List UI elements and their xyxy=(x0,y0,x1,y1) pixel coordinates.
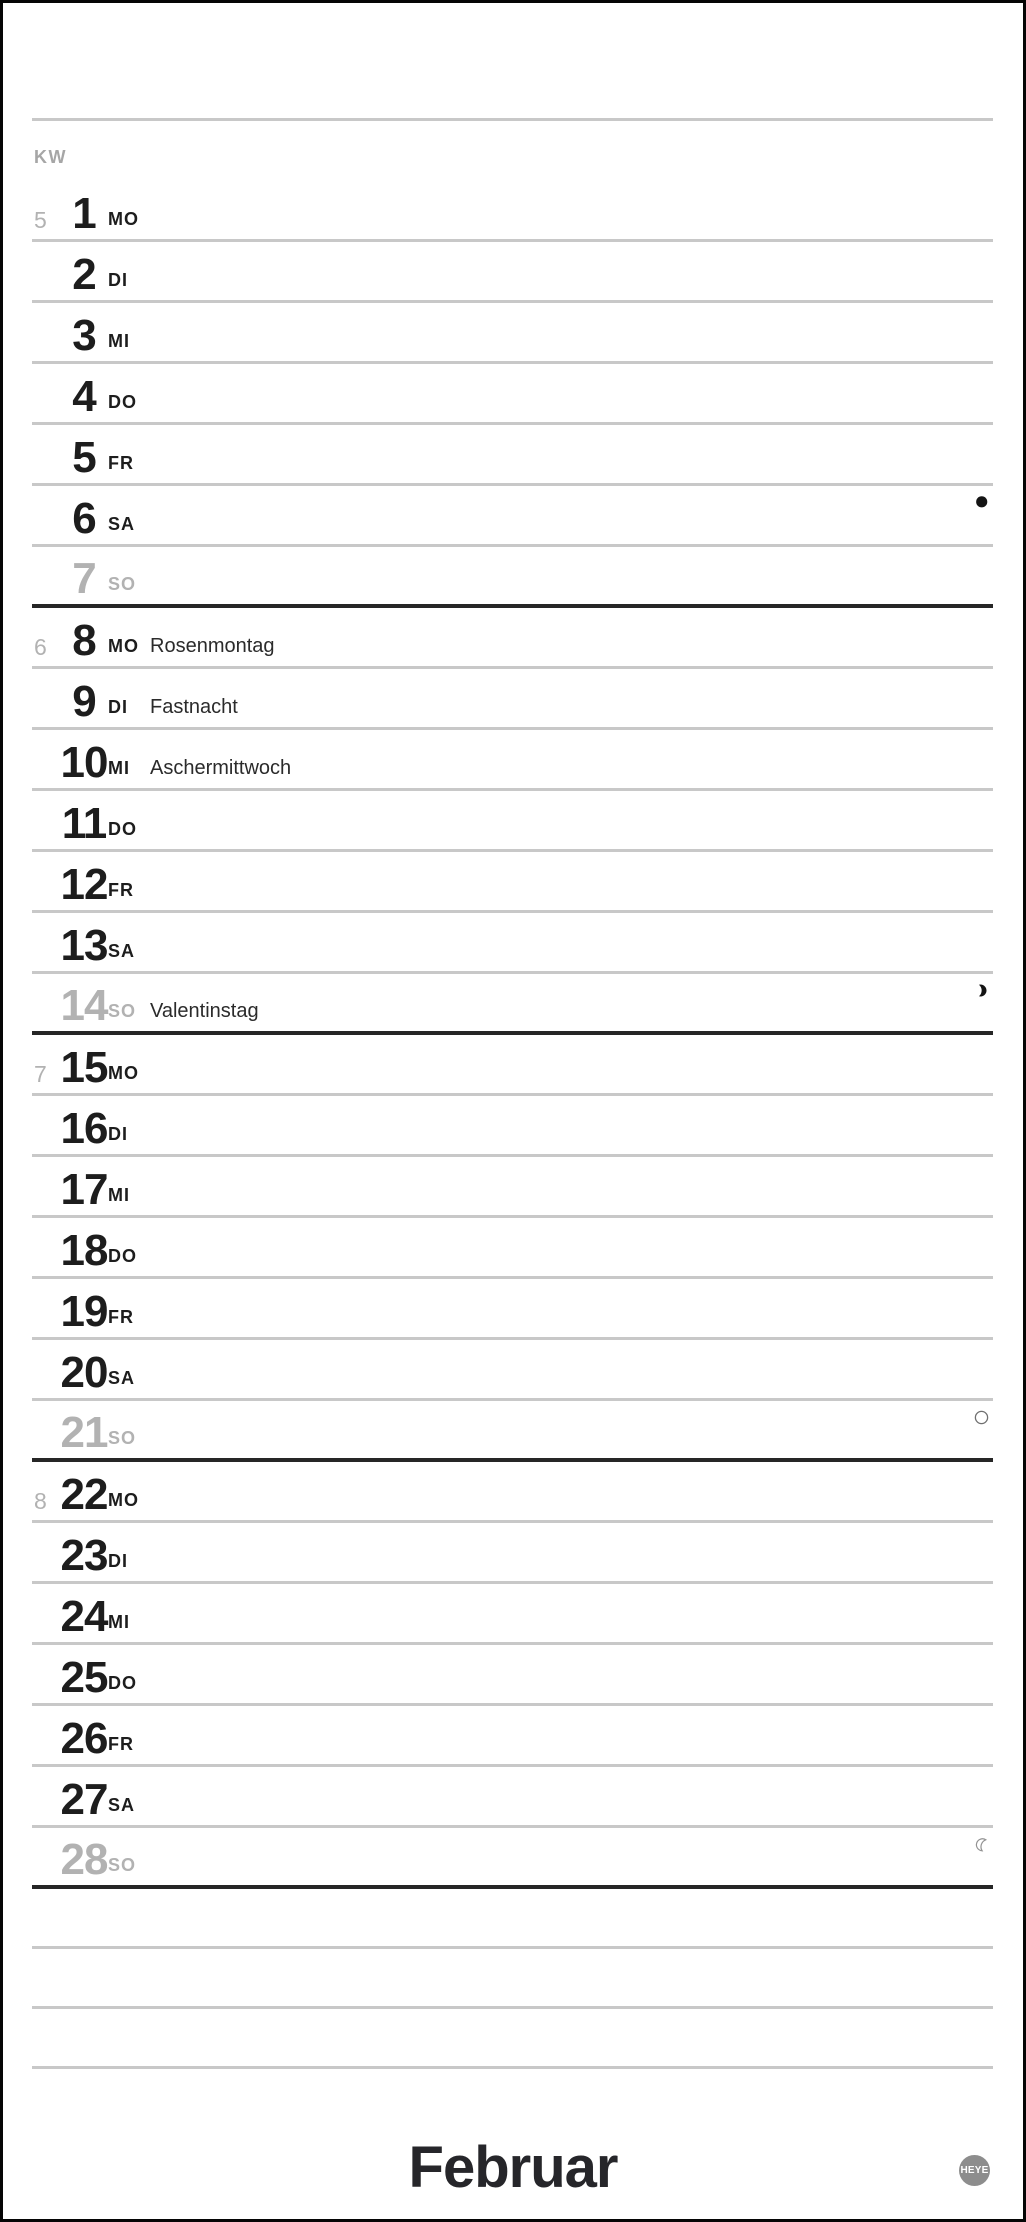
day-number: 7 xyxy=(72,554,96,603)
calendar-day-row xyxy=(32,1340,993,1401)
day-number: 1 xyxy=(72,189,96,238)
day-number: 4 xyxy=(72,372,96,421)
calendar-day-row xyxy=(32,1279,993,1340)
day-number: 18 xyxy=(60,1226,108,1275)
weekday-label: FR xyxy=(108,453,134,473)
calendar-day-row xyxy=(32,608,993,669)
day-number: 19 xyxy=(60,1287,108,1336)
day-number: 16 xyxy=(60,1104,108,1153)
calendar-day-row xyxy=(32,852,993,913)
day-number: 17 xyxy=(60,1165,108,1214)
holiday-label: Rosenmontag xyxy=(150,635,275,657)
calendar-day-row xyxy=(32,1035,993,1096)
month-title: Februar xyxy=(408,2135,618,2200)
weekday-label: MI xyxy=(108,1612,130,1632)
weekday-label: FR xyxy=(108,1734,134,1754)
calendar-day-row xyxy=(32,669,993,730)
weekday-label: DI xyxy=(108,1551,128,1571)
calendar-day-row xyxy=(32,1096,993,1157)
calendar-day-row xyxy=(32,1706,993,1767)
last-quarter-moon-icon xyxy=(974,1837,989,1852)
day-number: 11 xyxy=(61,799,107,848)
calendar-day-row xyxy=(32,364,993,425)
day-number: 20 xyxy=(60,1348,108,1397)
day-number: 21 xyxy=(60,1408,108,1457)
day-number: 6 xyxy=(72,494,96,543)
week-number: 6 xyxy=(34,634,47,660)
weekday-label: MO xyxy=(108,636,139,656)
calendar-day-row xyxy=(32,1828,993,1889)
calendar-day-row xyxy=(32,1401,993,1462)
first-quarter-moon-icon xyxy=(974,983,989,998)
day-number: 27 xyxy=(60,1775,108,1824)
empty-notes-row xyxy=(32,2009,993,2069)
weekday-label: FR xyxy=(108,1307,134,1327)
weekday-label: DO xyxy=(108,819,137,839)
week-number: 8 xyxy=(34,1488,47,1514)
weekday-label: SO xyxy=(108,574,137,594)
calendar-day-row xyxy=(32,181,993,242)
weekday-label: SO xyxy=(108,1855,137,1875)
calendar-day-row xyxy=(32,730,993,791)
weekday-label: DI xyxy=(108,270,128,290)
weekday-label: DO xyxy=(108,1673,137,1693)
day-number: 24 xyxy=(60,1592,108,1641)
day-number: 22 xyxy=(60,1470,108,1519)
holiday-label: Fastnacht xyxy=(150,696,238,718)
holiday-label: Valentinstag xyxy=(150,1000,259,1022)
calendar-day-row xyxy=(32,1218,993,1279)
calendar-day-row xyxy=(32,1645,993,1706)
weekday-label: SA xyxy=(108,1795,136,1815)
day-number: 15 xyxy=(60,1043,108,1092)
day-number: 26 xyxy=(60,1714,108,1763)
empty-notes-row xyxy=(32,1949,993,2009)
calendar-day-row xyxy=(32,791,993,852)
calendar-day-row xyxy=(32,1523,993,1584)
calendar-day-row xyxy=(32,486,993,547)
top-divider xyxy=(32,118,993,121)
full-moon-icon xyxy=(974,1410,989,1425)
calendar-day-row xyxy=(32,974,993,1035)
kw-column-header: KW xyxy=(34,147,67,167)
weekday-label: SA xyxy=(108,514,136,534)
weekday-label: DI xyxy=(108,1124,128,1144)
calendar-day-row xyxy=(32,1584,993,1645)
weekday-label: SA xyxy=(108,941,136,961)
weekday-label: MO xyxy=(108,209,139,229)
weekday-label: MO xyxy=(108,1063,139,1083)
day-number: 28 xyxy=(60,1835,108,1884)
day-number: 9 xyxy=(72,677,96,726)
week-number: 5 xyxy=(34,207,47,233)
day-number: 8 xyxy=(72,616,96,665)
calendar-day-row xyxy=(32,303,993,364)
brand-logo-text: HEYE xyxy=(960,2165,989,2176)
weekday-label: SA xyxy=(108,1368,136,1388)
day-number: 14 xyxy=(60,981,108,1030)
weekday-label: MI xyxy=(108,1185,130,1205)
holiday-label: Aschermittwoch xyxy=(150,757,292,779)
week-number: 7 xyxy=(34,1061,47,1087)
weekday-label: MO xyxy=(108,1490,139,1510)
weekday-label: DO xyxy=(108,1246,137,1266)
day-number: 13 xyxy=(60,921,108,970)
weekday-label: DO xyxy=(108,392,137,412)
day-number: 25 xyxy=(60,1653,108,1702)
day-number: 12 xyxy=(60,860,108,909)
day-number: 3 xyxy=(72,311,96,360)
weekday-label: SO xyxy=(108,1428,137,1448)
weekday-label: MI xyxy=(108,331,130,351)
calendar-day-row xyxy=(32,242,993,303)
day-number: 10 xyxy=(60,738,108,787)
calendar-day-row xyxy=(32,1462,993,1523)
weekday-label: FR xyxy=(108,880,134,900)
new-moon-icon xyxy=(974,495,989,510)
weekday-label: MI xyxy=(108,758,130,778)
day-number: 5 xyxy=(72,433,96,482)
calendar-day-row xyxy=(32,1767,993,1828)
calendar-day-row xyxy=(32,1157,993,1218)
day-number: 2 xyxy=(72,250,96,299)
empty-notes-row xyxy=(32,1889,993,1949)
calendar-day-row xyxy=(32,913,993,974)
weekday-label: SO xyxy=(108,1001,137,1021)
calendar-day-row xyxy=(32,547,993,608)
brand-logo xyxy=(959,2155,990,2186)
calendar-day-row xyxy=(32,425,993,486)
day-number: 23 xyxy=(60,1531,108,1580)
weekday-label: DI xyxy=(108,697,128,717)
calendar-rows xyxy=(32,181,993,2069)
